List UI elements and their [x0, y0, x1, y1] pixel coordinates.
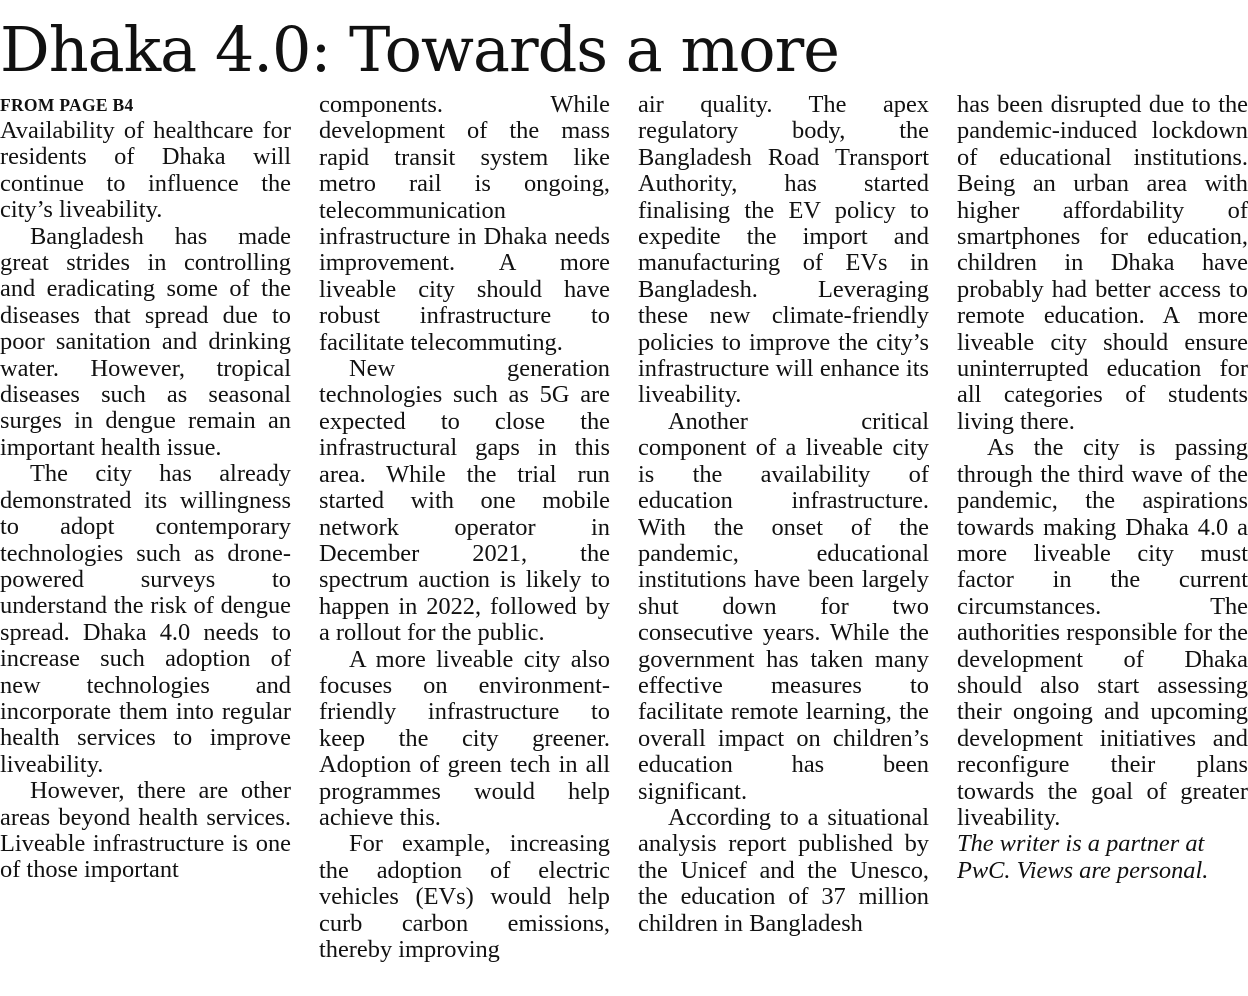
paragraph: However, there are other areas beyond health services. Liveable infrastructure is one of those important	[0, 777, 291, 884]
paragraph: A more liveable city also focuses on environment-friendly infrastructure to keep the city greener. Adoption of green tech in all programmes would help achieve this.	[319, 645, 610, 831]
from-page-label: FROM PAGE B4	[0, 95, 134, 115]
paragraph: Another critical component of a liveable city is the availability of education infrastructure. With the onset of the pandemic, educational institutions have been largely shut down for two consecutive years. While the government has taken many effective measures to facilitate remote learning, the overall impact on children’s education has been significant.	[638, 407, 929, 805]
paragraph: Bangladesh has made great strides in controlling and eradicating some of the diseases that spread due to poor sanitation and drinking water. However, tropical diseases such as seasonal surges in dengue remain an important health issue.	[0, 222, 291, 461]
paragraph: New generation technologies such as 5G are expected to close the infrastructural gaps in this area. While the trial run started with one mobile network operator in December 2021, the spectrum auction is likely to happen in 2022, followed by a rollout for the public.	[319, 355, 610, 647]
paragraph: air quality. The apex regulatory body, the Bangladesh Road Transport Authority, has started finalising the EV policy to expedite the import and manufacturing of EVs in Bangladesh. Leveraging these new climate-friendly policies to improve the city’s infrastructure will enhance its liveability.	[638, 92, 929, 409]
paragraph: According to a situational analysis report published by the Unicef and the Unesco, the education of 37 million children in Bangladesh	[638, 803, 929, 937]
article-column-4	[957, 92, 1248, 994]
article-column-3	[638, 92, 929, 994]
paragraph: The city has already demonstrated its willingness to adopt contemporary technologies such as drone-powered surveys to understand the risk of dengue spread. Dhaka 4.0 needs to increase such adoption of new technologies and incorporate them into regular health services to improve liveability.	[0, 460, 291, 778]
paragraph: Availability of healthcare for residents of Dhaka will continue to influence the city’s liveability.	[0, 117, 291, 224]
article-column-2	[319, 92, 610, 994]
headline: Dhaka 4.0: Towards a more	[0, 13, 839, 86]
paragraph: For example, increasing the adoption of electric vehicles (EVs) would help curb carbon emissions, thereby improving	[319, 830, 610, 963]
paragraph: components. While development of the mass rapid transit system like metro rail is ongoing, telecommunication infrastructure in Dhaka needs improvement. A more liveable city should have robust infrastructure to facilitate telecommuting.	[319, 92, 610, 356]
paragraph: has been disrupted due to the pandemic-induced lockdown of educational institutions. Being an urban area with higher affordability of smartphones for education, children in Dhaka have probably had better access to remote education. A more liveable city should ensure uninterrupted education for all categories of students living there.	[957, 92, 1248, 435]
article-column-1	[0, 92, 291, 994]
paragraph: As the city is passing through the third wave of the pandemic, the aspirations towards making Dhaka 4.0 a more liveable city must factor in the current circumstances. The authorities responsible for the development of Dhaka should also start assessing their ongoing and upcoming development initiatives and reconfigure their plans towards the goal of greater liveability.	[957, 434, 1248, 831]
author-byline: The writer is a partner at PwC. Views are personal.	[957, 830, 1209, 884]
